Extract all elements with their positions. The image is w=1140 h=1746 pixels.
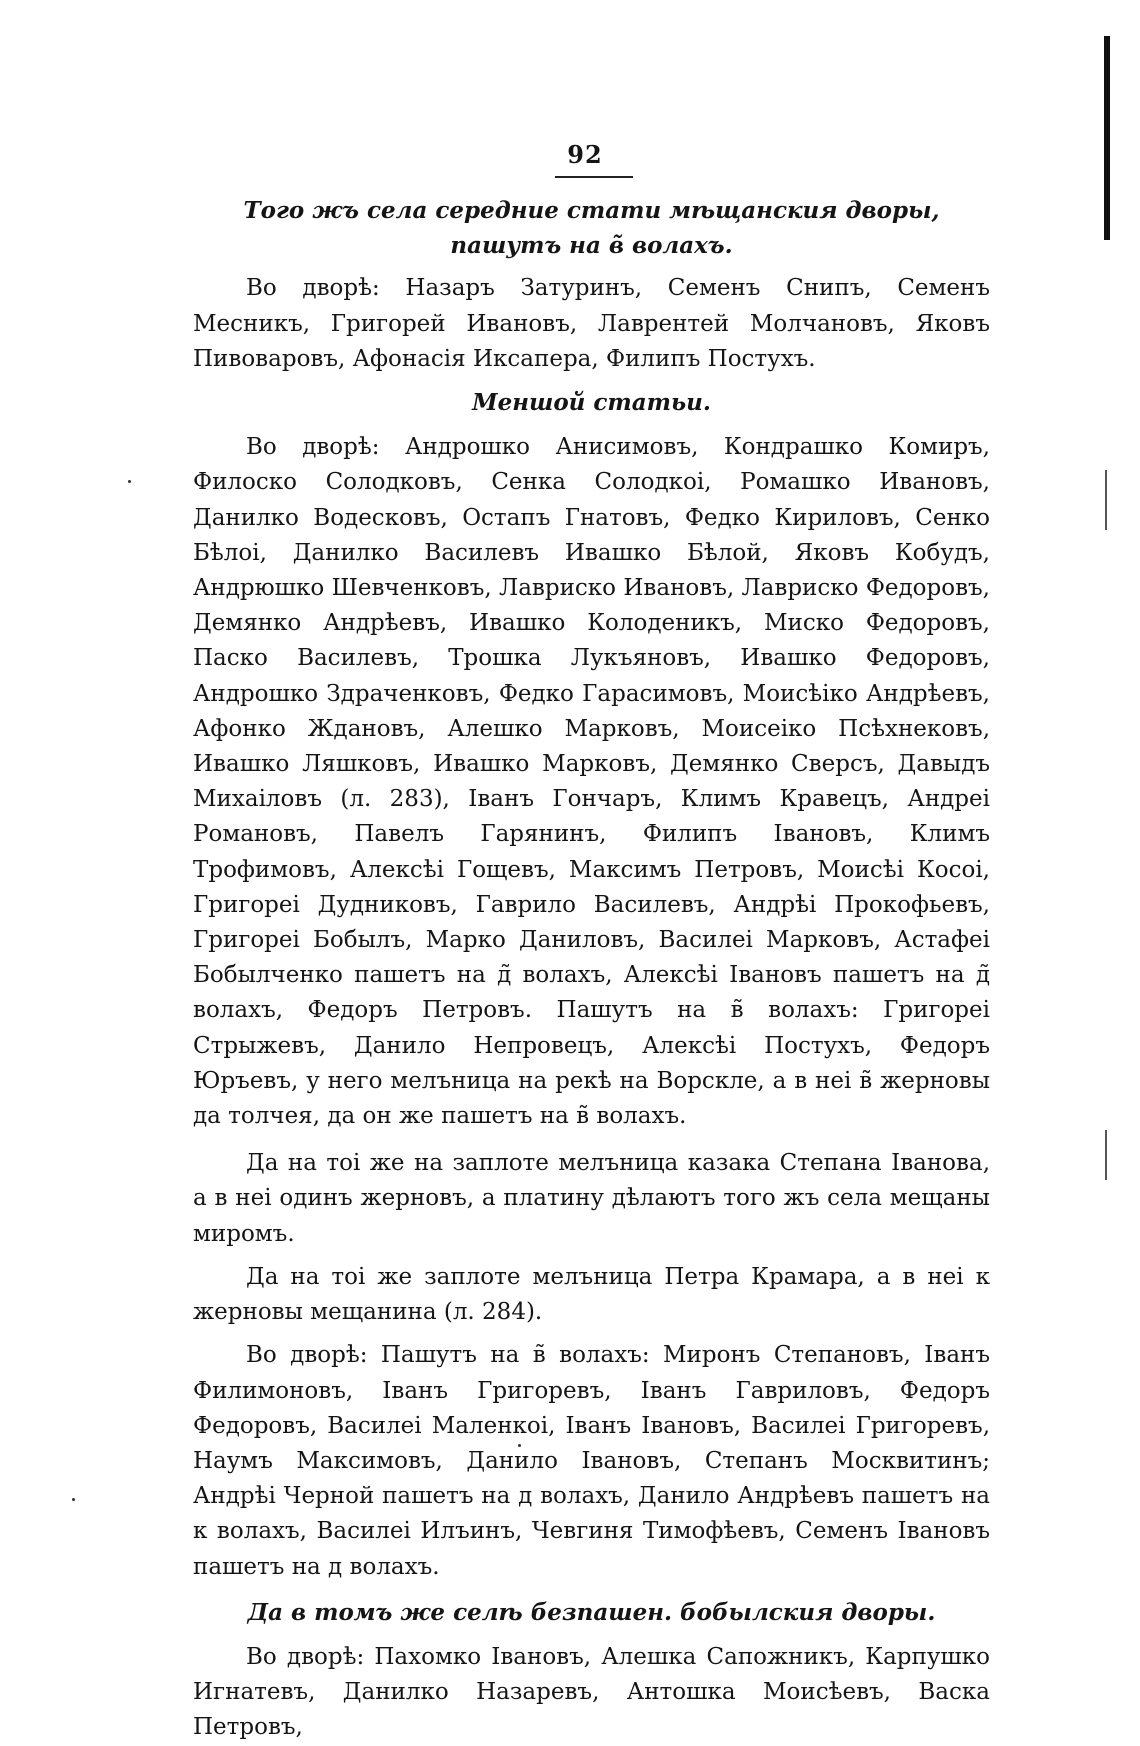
ink-speck	[128, 480, 131, 483]
page-edge-mark	[1104, 36, 1110, 240]
page-edge-line	[1105, 1130, 1107, 1180]
page-number-rule	[555, 176, 633, 178]
paragraph: Во дворѣ: Андрошко Анисимовъ, Кондрашко Комиръ, Филоско Солодковъ, Сенка Солодкоі, Ромашко Ивановъ, Данилко Водесковъ, Остапъ Гнатовъ, Федко Кириловъ, Сенко Бѣлоі, Данилко Василевъ Ивашко Бѣлой, Яковъ Кобудъ, Андрюшко Шевченковъ, Лавриско Ивановъ, Лавриско Федоровъ, Демянко Андрѣевъ, Ивашко Колоденикъ, Миско Федоровъ, Паско Василевъ, Трошка Лукъяновъ, Ивашко Федоровъ, Андрошко Здраченковъ, Федко Гарасимовъ, Моисѣiко Андрѣевъ, Афонко Ждановъ, Алешко Марковъ, Моисеiко Псѣхнековъ, Ивашко Ляшковъ, Ивашко Марковъ, Демянко Сверсъ, Давыдъ Михаiловъ (л. 283), Iванъ Гончаръ, Климъ Кравецъ, Андреi Романовъ, Павелъ Гарянинъ, Филипъ Iвановъ, Климъ Трофимовъ, Алексѣi Гощевъ, Максимъ Петровъ, Моисѣi Косоi, Григореi Дудниковъ, Гаврило Василевъ, Андрѣi Прокофьевъ, Григореi Бобылъ, Марко Даниловъ, Василеi Марковъ, Астафеi Бобылченко пашетъ на д̃ волахъ, Алексѣi Iвановъ пашетъ на д̃ волахъ, Федоръ Петровъ. Пашутъ на в̃ волахъ: Григореi Стрыжевъ, Данило Непровецъ, Алексѣi Постухъ, Федоръ Юръевъ, у него мелъница на рекѣ на Ворскле, а в неi в̃ жерновы да толчея, да он же пашетъ на в̃ волахъ.	[193, 434, 990, 1130]
paragraph: Да на тоi же заплоте мелъница Петра Крамара, а в неi к жерновы мещанина (л. 284).	[193, 1263, 990, 1326]
page-text	[193, 193, 990, 1746]
paragraph: Во дворѣ: Пашутъ на в̃ волахъ: Миронъ Степановъ, Iванъ Филимоновъ, Iванъ Григоревъ, Iванъ Гавриловъ, Федоръ Федоровъ, Василеi Маленкоi, Iванъ Iвановъ, Василеi Григоревъ, Наумъ Максимовъ, Данило Iвановъ, Степанъ Москвитинъ; Андрѣi Черной пашетъ на д волахъ, Данило Андрѣевъ пашетъ на к волахъ, Василеi Илъинъ, Чевгиня Тимофѣевъ, Семенъ Iвановъ пашетъ на д волахъ.	[193, 1342, 990, 1580]
section-heading: Того жъ села середние стати мѣщанския дворы, пашутъ на в̃ волахъ.	[243, 197, 940, 260]
ink-speck	[72, 1498, 75, 1501]
page-number: 92	[567, 140, 603, 169]
section-heading: Меншой статьи.	[472, 389, 711, 417]
paragraph: Да на тоi же на заплоте мелъница казака Степана Iванова, а в неi одинъ жерновъ, а платину дѣлаютъ того жъ села мещаны миромъ.	[193, 1150, 990, 1247]
paragraph: Во дворѣ: Пахомко Iвановъ, Алешка Сапожникъ, Карпушко Игнатевъ, Данилко Назаревъ, Антошка Моисѣевъ, Васка Петровъ,	[193, 1643, 990, 1741]
paragraph: Во дворѣ: Назаръ Затуринъ, Семенъ Снипъ, Семенъ Месникъ, Григорей Ивановъ, Лаврентей Молчановъ, Яковъ Пивоваровъ, Афонасія Иксапера, Филипъ Постухъ.	[193, 275, 990, 372]
section-heading: Да в томъ же селѣ безпашен. бобылския дворы.	[247, 1598, 936, 1626]
page-edge-line	[1105, 470, 1107, 530]
